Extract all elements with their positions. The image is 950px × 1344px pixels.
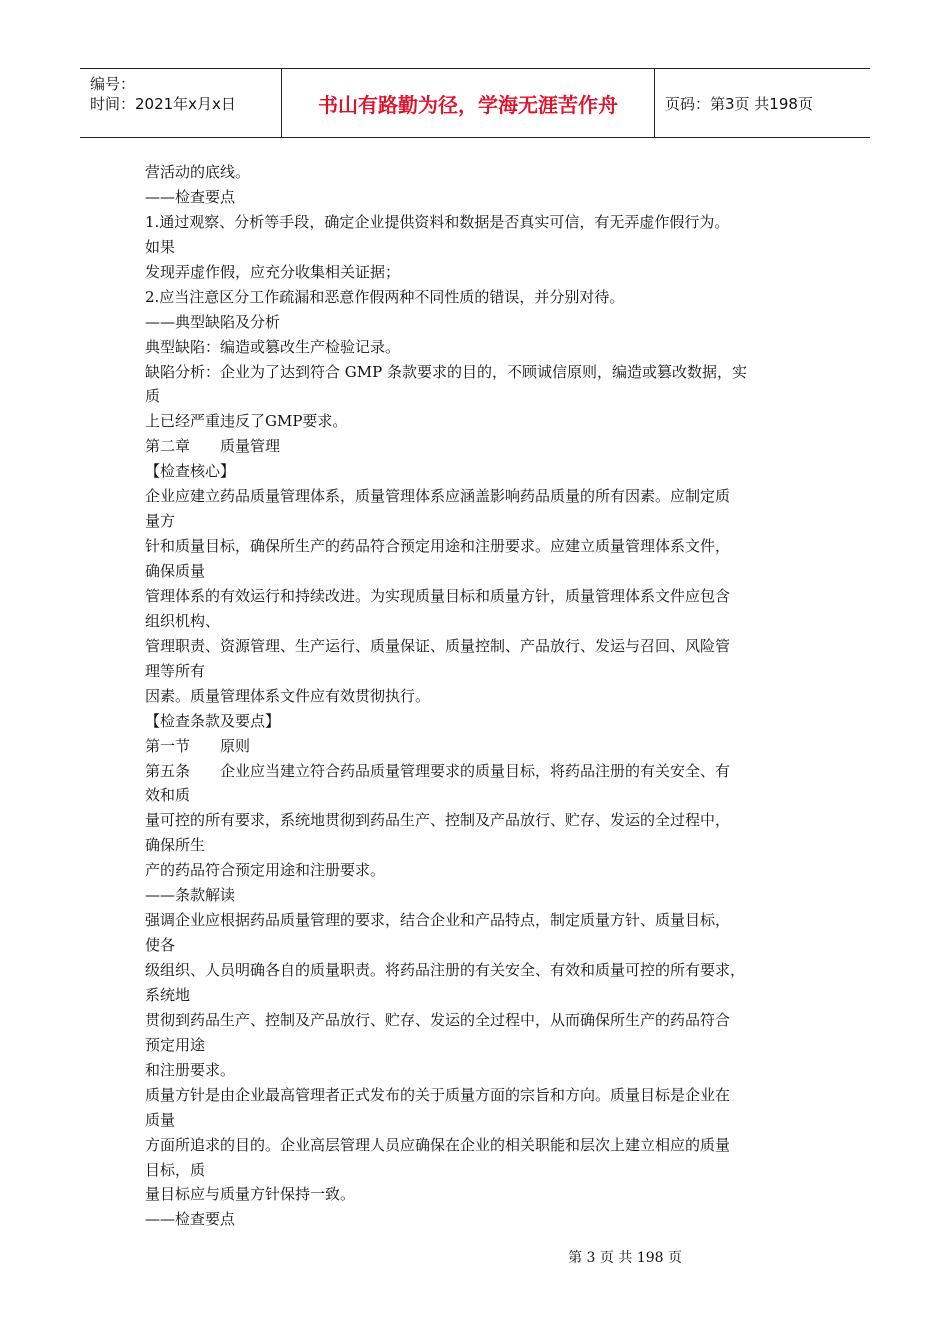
body-text-line: 如果	[145, 237, 176, 256]
body-text-line: 质	[145, 387, 161, 406]
body-text-line: 确保质量	[145, 562, 206, 580]
body-text-line: 1.通过观察、分析等手段，确定企业提供资料和数据是否真实可信，有无弄虚作假行为。	[145, 212, 730, 231]
body-text-line: 第二章 质量管理	[145, 437, 281, 456]
body-text-line: 系统地	[145, 985, 191, 1004]
body-text-line: 管理体系的有效运行和持续改进。为实现质量目标和质量方针，质量管理体系文件应包含	[145, 586, 731, 605]
body-text-line: 2.应当注意区分工作疏漏和恶意作假两种不同性质的错误，并分别对待。	[145, 287, 625, 306]
body-text-line: 产的药品符合预定用途和注册要求。	[145, 861, 386, 880]
body-text-line: 【检查核心】	[145, 462, 236, 481]
body-text-line: 贯彻到药品生产、控制及产品放行、贮存、发运的全过程中，从而确保所生产的药品符合	[145, 1010, 731, 1029]
body-text-line: 理等所有	[145, 661, 206, 680]
body-text-line: 针和质量目标，确保所生产的药品符合预定用途和注册要求。应建立质量管理体系文件，	[145, 537, 731, 556]
header-meta-cell	[80, 69, 282, 137]
body-text-line: 典型缺陷：编造或篡改生产检验记录。	[145, 337, 401, 356]
body-text-line: 营活动的底线。	[145, 163, 251, 181]
body-text-line: 预定用途	[145, 1035, 206, 1054]
body-text-line: 第一节 原则	[145, 736, 251, 755]
body-text-line: 【检查条款及要点】	[145, 711, 281, 730]
body-text-line: 量目标应与质量方针保持一致。	[145, 1185, 356, 1204]
body-text-line: 级组织、人员明确各自的质量职责。将药品注册的有关安全、有效和质量可控的所有要求，	[145, 961, 746, 979]
body-text-line: 方面所追求的目的。企业高层管理人员应确保在企业的相关职能和层次上建立相应的质量	[145, 1135, 731, 1154]
body-text-line: 强调企业应根据药品质量管理的要求，结合企业和产品特点，制定质量方针、质量目标，	[145, 911, 731, 930]
page-footer	[0, 1247, 950, 1267]
body-text-line: 目标，质	[145, 1160, 206, 1179]
serial-label: 编号：	[90, 75, 136, 93]
body-text-line: ——检查要点	[145, 187, 236, 206]
body-text-line: ——典型缺陷及分析	[145, 312, 281, 331]
body-text-line: 和注册要求。	[145, 1060, 236, 1079]
body-text-line: 因素。质量管理体系文件应有效贯彻执行。	[145, 686, 431, 705]
date-label: 时间：2021年x月x日	[90, 95, 236, 113]
body-text-line: 发现弄虚作假，应充分收集相关证据；	[145, 262, 401, 281]
document-body	[145, 160, 815, 1232]
body-text-line: 上已经严重违反了GMP要求。	[145, 412, 348, 431]
body-text-line: 质量	[145, 1110, 176, 1129]
header-page-label: 页码：第3页 共198页	[665, 94, 813, 113]
body-text-line: 量可控的所有要求，系统地贯彻到药品生产、控制及产品放行、贮存、发运的全过程中，	[145, 811, 731, 830]
body-text-line: 组织机构、	[145, 611, 221, 630]
header-motto-cell	[282, 69, 655, 137]
body-text-line: 企业应建立药品质量管理体系，质量管理体系应涵盖影响药品质量的所有因素。应制定质	[145, 487, 731, 506]
body-text-line: 缺陷分析：企业为了达到符合 GMP 条款要求的目的，不顾诚信原则，编造或篡改数据，实	[145, 362, 747, 381]
body-text-line: 确保所生	[145, 836, 206, 855]
body-text-line: 第五条 企业应当建立符合药品质量管理要求的质量目标，将药品注册的有关安全、有	[145, 761, 731, 780]
footer-page-number: 第 3 页 共 198 页	[568, 1250, 682, 1266]
body-text-line: 质量方针是由企业最高管理者正式发布的关于质量方面的宗旨和方向。质量目标是企业在	[145, 1085, 731, 1104]
body-text-line: 效和质	[145, 786, 191, 805]
header-page-cell	[655, 69, 870, 137]
body-text-line: 管理职责、资源管理、生产运行、质量保证、质量控制、产品放行、发运与召回、风险管	[145, 636, 731, 655]
page-header	[80, 68, 870, 138]
body-text-line: 使各	[145, 936, 176, 955]
body-text-line: ——检查要点	[145, 1210, 236, 1229]
motto-text: 书山有路勤为径，学海无涯苦作舟	[318, 92, 618, 117]
body-text-line: ——条款解读	[145, 886, 236, 905]
body-text-line: 量方	[145, 512, 176, 531]
